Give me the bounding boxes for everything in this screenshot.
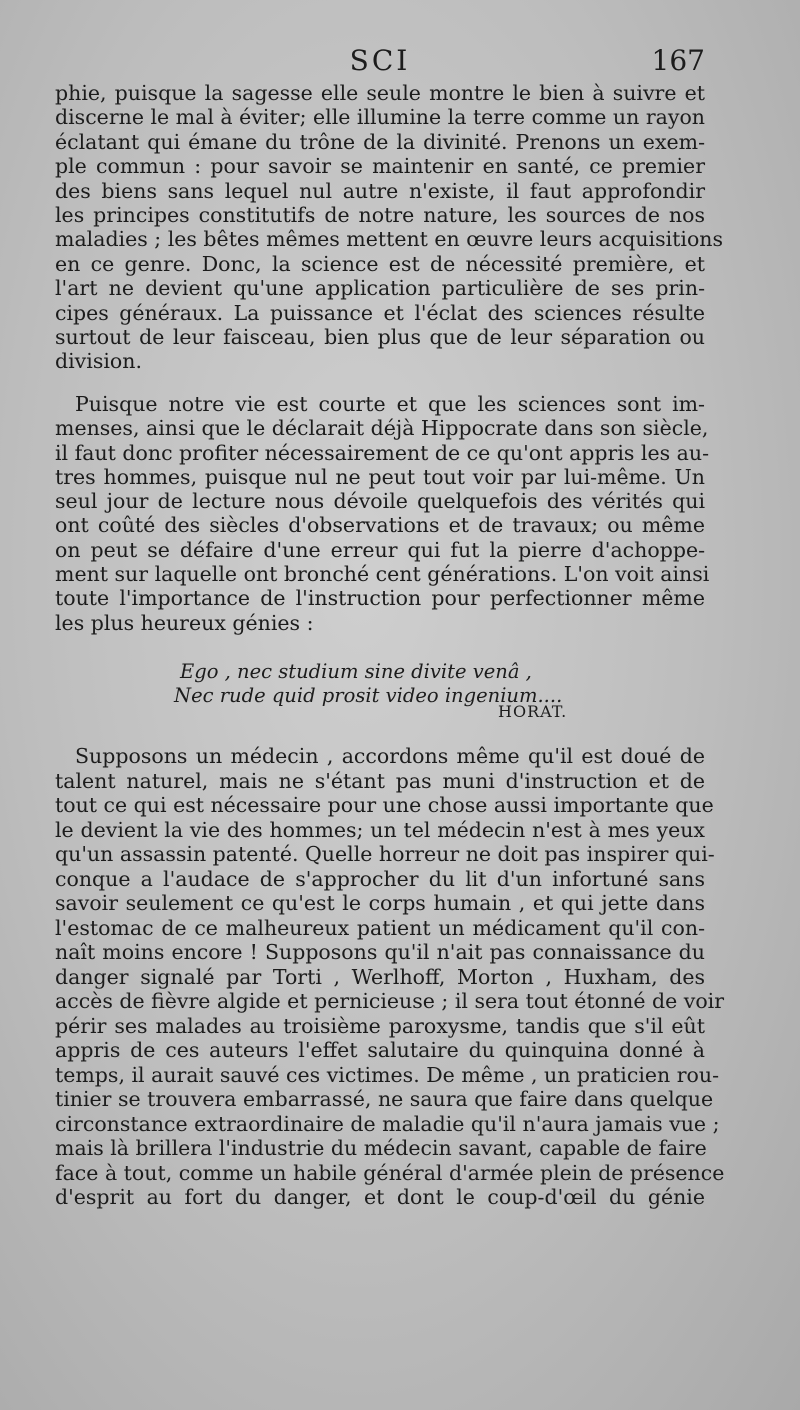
- text-line: les principes constitutifs de notre nature, les sources de nos: [55, 203, 705, 228]
- page-header: [55, 44, 705, 84]
- text-line: il faut donc profiter nécessairement de ce qu'ont appris les au-: [55, 440, 710, 465]
- text-line: conque a l'audace de s'approcher du lit d'un infortuné sans: [55, 866, 705, 891]
- text-line: en ce genre. Donc, la science est de nécessité première, et: [55, 251, 705, 276]
- latin-quotation: [174, 660, 563, 708]
- text-line: tout ce qui est nécessaire pour une chose aussi importante que: [55, 793, 714, 817]
- text-line: accès de fièvre algide et pernicieuse ; il sera tout étonné de voir: [55, 989, 725, 1013]
- text-line: savoir seulement ce qu'est le corps humain , et qui jette dans: [55, 891, 705, 915]
- text-line: des biens sans lequel nul autre n'existe, il faut approfondir: [55, 178, 705, 203]
- text-line: le devient la vie des hommes; un tel médecin n'est à mes yeux: [55, 817, 705, 842]
- text-line: seul jour de lecture nous dévoile quelquefois des vérités qui: [55, 489, 705, 514]
- text-line: mais là brillera l'industrie du médecin savant, capable de faire: [55, 1136, 707, 1160]
- text-line: discerne le mal à éviter; elle illumine la terre comme un rayon: [55, 105, 705, 130]
- text-line: l'estomac de ce malheureux patient un médicament qu'il con-: [55, 915, 705, 940]
- text-line: on peut se défaire d'une erreur qui fut la pierre d'achoppe-: [55, 537, 705, 562]
- paragraph-3: [55, 744, 725, 1210]
- text-line: qu'un assassin patenté. Quelle horreur ne doit pas inspirer qui-: [55, 842, 715, 866]
- text-line: les plus heureux génies :: [55, 610, 314, 635]
- text-line: ont coûté des siècles d'observations et de travaux; ou même: [55, 513, 705, 538]
- text-line: cipes généraux. La puissance et l'éclat des sciences résulte: [55, 300, 705, 325]
- text-line: ment sur laquelle ont bronché cent générations. L'on voit ainsi: [55, 562, 710, 587]
- quote-author: HORAT.: [498, 702, 568, 721]
- text-line: Puisque notre vie est courte et que les sciences sont im-: [75, 392, 705, 416]
- running-head: SCI: [349, 44, 411, 77]
- quote-line: Nec rude quid prosit video ingenium....: [174, 684, 563, 707]
- text-line: naît moins encore ! Supposons qu'il n'ait pas connaissance du: [55, 940, 705, 964]
- text-line: maladies ; les bêtes mêmes mettent en œuvre leurs acquisitions: [55, 227, 724, 252]
- text-line: danger signalé par Torti , Werlhoff, Morton , Huxham, des: [55, 964, 705, 989]
- text-line: périr ses malades au troisième paroxysme, tandis que s'il eût: [55, 1013, 705, 1038]
- text-line: phie, puisque la sagesse elle seule montre le bien à suivre et: [55, 81, 705, 105]
- text-line: toute l'importance de l'instruction pour perfectionner même: [55, 586, 705, 611]
- text-line: l'art ne devient qu'une application particulière de ses prin-: [55, 276, 705, 301]
- text-line: face à tout, comme un habile général d'armée plein de présence: [55, 1160, 725, 1185]
- text-line: menses, ainsi que le déclarait déjà Hippocrate dans son siècle,: [55, 416, 709, 441]
- paragraph-1: [55, 81, 724, 374]
- text-line: d'esprit au fort du danger, et dont le coup-d'œil du génie: [55, 1185, 705, 1209]
- page-number: 167: [651, 44, 705, 77]
- quote-line: Ego , nec studium sine divite venâ ,: [180, 660, 532, 683]
- text-line: talent naturel, mais ne s'étant pas muni d'instruction et de: [55, 768, 705, 793]
- text-line: tinier se trouvera embarrassé, ne saura que faire dans quelque: [55, 1087, 714, 1111]
- text-line: ple commun : pour savoir se maintenir en santé, ce premier: [55, 154, 705, 179]
- text-line: temps, il aurait sauvé ces victimes. De même , un praticien rou-: [55, 1062, 720, 1087]
- paragraph-2: [55, 392, 710, 635]
- text-line: circonstance extraordinaire de maladie qu'il n'aura jamais vue ;: [55, 1111, 720, 1136]
- text-line: éclatant qui émane du trône de la divinité. Prenons un exem-: [55, 129, 705, 154]
- text-line: Supposons un médecin , accordons même qu'il est doué de: [75, 744, 705, 768]
- text-line: surtout de leur faisceau, bien plus que de leur séparation ou: [55, 325, 705, 350]
- text-line: appris de ces auteurs l'effet salutaire du quinquina donné à: [55, 1038, 705, 1062]
- text-line: tres hommes, puisque nul ne peut tout voir par lui-même. Un: [55, 464, 705, 489]
- text-line: division.: [55, 349, 142, 374]
